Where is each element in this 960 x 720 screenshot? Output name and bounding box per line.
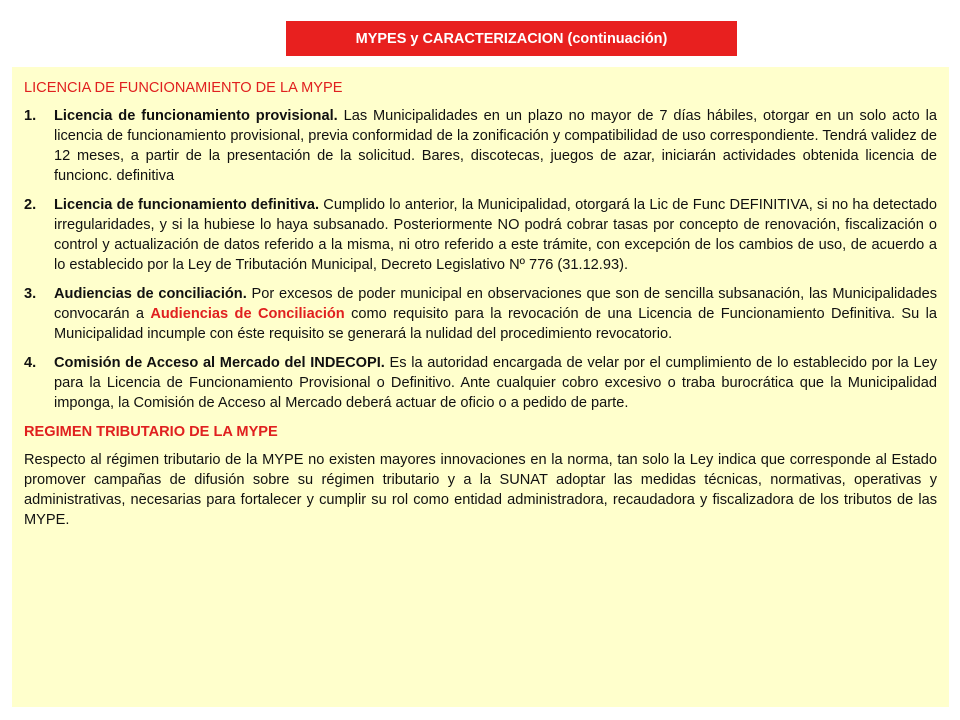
licencia-list bbox=[24, 106, 937, 413]
list-item bbox=[24, 353, 937, 413]
content-panel bbox=[12, 67, 949, 707]
list-item bbox=[24, 106, 937, 186]
list-number: 1. bbox=[24, 108, 37, 124]
list-number: 2. bbox=[24, 197, 37, 213]
item-highlight: Audiencias de Conciliación bbox=[150, 306, 345, 322]
item-lead: Licencia de funcionamiento provisional. bbox=[54, 108, 338, 124]
item-text: Por excesos de poder municipal en observaciones que son de sencilla subsanación, las Municipalidades convocarán a bbox=[54, 286, 937, 322]
list-item bbox=[24, 195, 937, 275]
item-text: como requisito para la revocación de una Licencia de Funcionamiento Definitiva. Su la Municipalidad incumple con éste requisito se generará la nulidad del procedimiento revocatorio. bbox=[54, 306, 937, 342]
list-number: 4. bbox=[24, 355, 37, 371]
item-text: Las Municipalidades en un plazo no mayor de 7 días hábiles, otorgar en un solo acto la licencia de funcionamiento provisional, previa conformidad de la zonificación y compatibilidad de uso correspondiente. Tendrá validez de 12 meses, a partir de la presentación de la solicitud. Bares, discotecas, juegos de azar, iniciarán actividades obtenida licencia de funcionc. definitiva bbox=[54, 108, 937, 184]
item-text: Cumplido lo anterior, la Municipalidad, otorgará la Lic de Func DEFINITIVA, si no ha detectado irregularidades, y si la hubiese lo haya subsanado. Posteriormente NO podrá cobrar tasas por concepto de renovación, fiscalización o control y actualización de datos referido a la misma, ni otro referido a este trámite, con excepción de los cambios de uso, de acuerdo a lo establecido por la Ley de Tributación Municipal, Decreto Legislativo Nº 776 (31.12.93). bbox=[54, 197, 937, 273]
item-lead: Audiencias de conciliación. bbox=[54, 286, 247, 302]
slide-title: MYPES y CARACTERIZACION (continuación) bbox=[286, 21, 737, 56]
item-lead: Comisión de Acceso al Mercado del INDECOPI. bbox=[54, 355, 385, 371]
section-heading-licencia: LICENCIA DE FUNCIONAMIENTO DE LA MYPE bbox=[24, 80, 343, 96]
regimen-paragraph: Respecto al régimen tributario de la MYPE no existen mayores innovaciones en la norma, tan solo la Ley indica que corresponde al Estado promover campañas de difusión sobre su régimen tributario y a la SUNAT adoptar las medidas técnicas, normativas, operativas y administrativas, necesarias para fortalecer y cumplir su rol como entidad administradora, recaudadora y fiscalizadora de los tributos de las MYPE. bbox=[24, 452, 937, 528]
list-item bbox=[24, 284, 937, 344]
section-heading-regimen: REGIMEN TRIBUTARIO DE LA MYPE bbox=[24, 424, 278, 440]
item-lead: Licencia de funcionamiento definitiva. bbox=[54, 197, 320, 213]
list-number: 3. bbox=[24, 286, 37, 302]
item-text: Es la autoridad encargada de velar por el cumplimiento de lo establecido por la Ley para la Licencia de Funcionamiento Provisional o Definitivo. Ante cualquier cobro excesivo o traba burocrática que la Municipalidad imponga, la Comisión de Acceso al Mercado deberá actuar de oficio o a pedido de parte. bbox=[54, 355, 937, 411]
